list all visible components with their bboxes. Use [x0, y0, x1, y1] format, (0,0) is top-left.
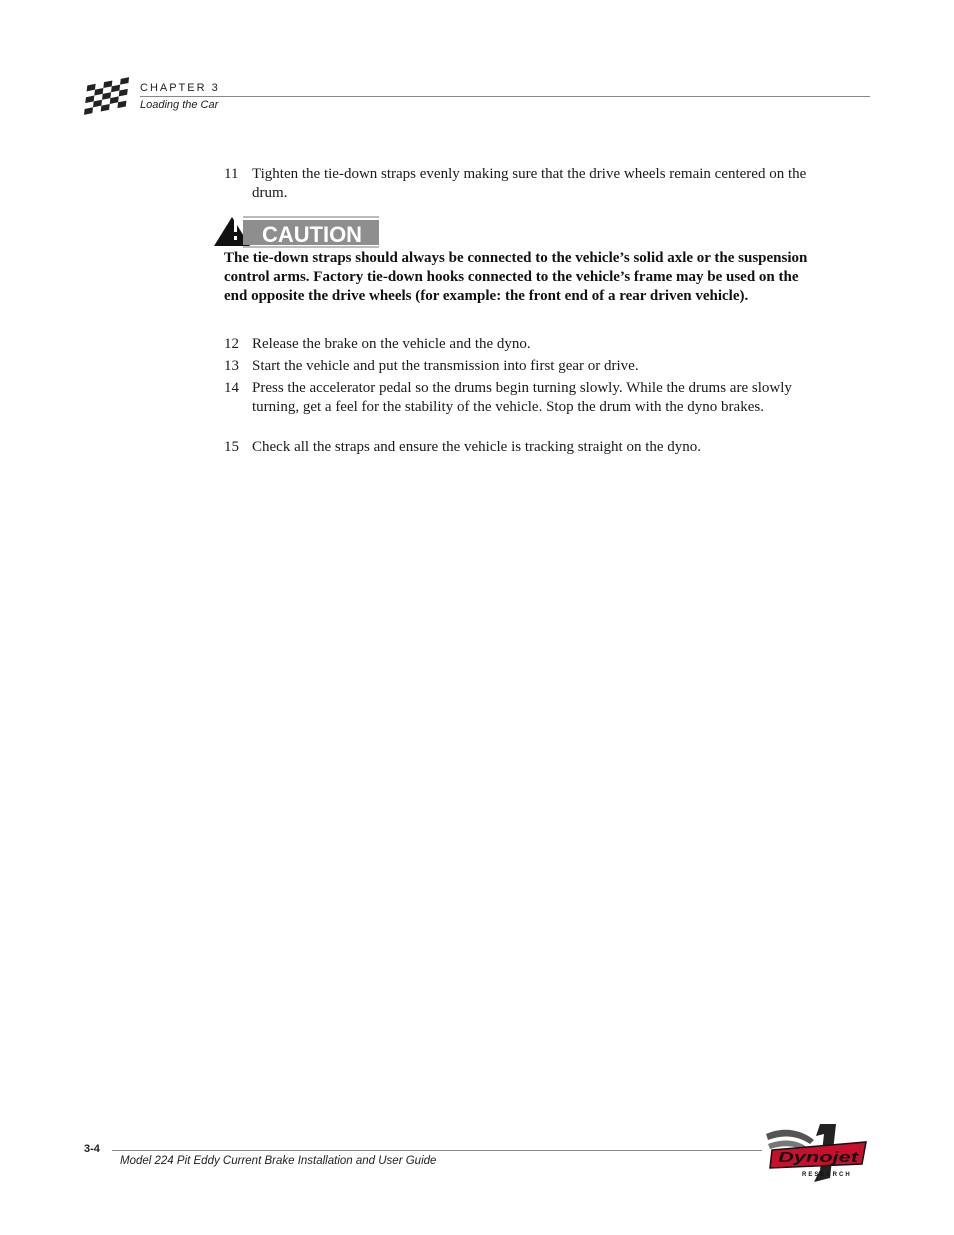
caution-label: CAUTION: [262, 222, 362, 247]
step-number: 14: [224, 380, 239, 396]
step-number: 13: [224, 358, 239, 374]
step-number: 12: [224, 336, 239, 352]
step-text: Check all the straps and ensure the vehicle is tracking straight on the dyno.: [252, 439, 702, 455]
logo-subtext: RESEARCH: [802, 1172, 852, 1178]
step-text: Release the brake on the vehicle and the dyno.: [252, 336, 531, 352]
footer-divider: [112, 1150, 762, 1151]
section-title: Loading the Car: [140, 99, 219, 111]
caution-banner: [213, 216, 383, 248]
checkered-flag-icon: [80, 74, 138, 122]
step-number: 15: [224, 439, 239, 455]
header-divider: [140, 96, 870, 97]
list-item: [224, 438, 824, 457]
list-item: [224, 165, 824, 202]
list-item: [224, 335, 824, 354]
list-item: [224, 379, 824, 416]
caution-text: The tie-down straps should always be connected to the vehicle’s solid axle or the suspension control arms. Factory tie-down hooks connected to the vehicle’s frame may be used on the end opposite the drive wheels (for example: the front end of a rear driven vehicle).: [224, 250, 808, 304]
step-number: 11: [224, 166, 239, 182]
step-text: Start the vehicle and put the transmission into first gear or drive.: [252, 358, 639, 374]
step-text: Tighten the tie-down straps evenly making sure that the drive wheels remain centered on the drum.: [252, 166, 807, 201]
document-title: Model 224 Pit Eddy Current Brake Installation and User Guide: [120, 1155, 437, 1167]
chapter-label: CHAPTER 3: [140, 82, 220, 94]
dynojet-logo-icon: [762, 1120, 872, 1184]
list-item: [224, 357, 824, 376]
page-number: 3-4: [84, 1143, 100, 1155]
step-text: Press the accelerator pedal so the drums begin turning slowly. While the drums are slowly turning, get a feel for the stability of the vehicle. Stop the drum with the dyno brakes.: [252, 380, 792, 415]
logo-text: Dynojet: [778, 1149, 860, 1166]
